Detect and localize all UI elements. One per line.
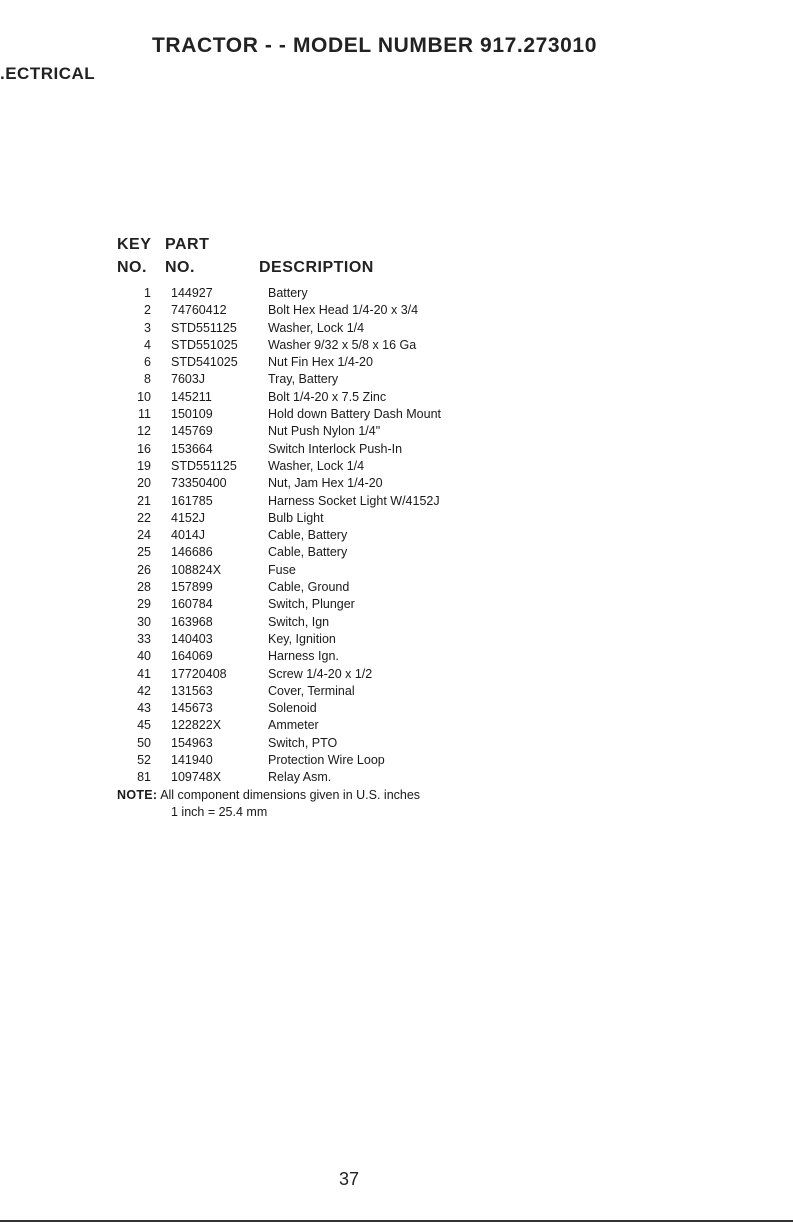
part-number: 153664 — [171, 441, 213, 456]
part-column-header-line2: NO. — [165, 259, 195, 276]
part-number: 131563 — [171, 683, 213, 698]
part-number: 145673 — [171, 701, 213, 716]
part-number: STD551125 — [171, 320, 237, 335]
key-number: 1 — [144, 286, 151, 300]
table-row — [0, 735, 793, 752]
key-number: 3 — [144, 320, 151, 335]
key-number: 24 — [137, 528, 151, 543]
part-number: 160784 — [171, 597, 213, 612]
part-number: 73350400 — [171, 476, 227, 491]
part-number: STD551025 — [171, 337, 238, 352]
part-number: 163968 — [171, 614, 213, 629]
table-row — [0, 666, 793, 683]
description: Hold down Battery Dash Mount — [268, 407, 442, 422]
part-number: 4014J — [171, 528, 206, 543]
part-number: 7603J — [171, 372, 206, 387]
key-number: 50 — [137, 735, 151, 750]
table-row — [0, 596, 793, 613]
part-number: 145769 — [171, 424, 213, 439]
key-number: 81 — [137, 770, 151, 785]
key-number: 2 — [144, 303, 151, 318]
part-number: 164069 — [171, 649, 213, 664]
part-number: STD541025 — [171, 355, 238, 370]
key-number: 16 — [137, 441, 151, 456]
description: Bulb Light — [268, 510, 324, 525]
description: Switch, Plunger — [268, 597, 355, 612]
description: Relay Asm. — [268, 770, 332, 785]
note-line-1: All component dimensions given in U.S. inches — [160, 788, 421, 802]
part-number: 150109 — [171, 407, 213, 422]
key-number: 30 — [137, 614, 151, 629]
part-number: 74760412 — [171, 303, 227, 318]
key-column-header-line2: NO. — [117, 259, 147, 276]
key-number: 52 — [137, 753, 151, 768]
bottom-rule — [0, 1220, 793, 1222]
table-row — [0, 527, 793, 544]
description: Ammeter — [268, 718, 319, 733]
table-row — [0, 769, 793, 786]
table-row — [0, 614, 793, 631]
part-number: 122822X — [171, 718, 222, 733]
part-number: 145211 — [171, 389, 212, 404]
key-number: 21 — [137, 493, 151, 508]
part-number: 161785 — [171, 493, 213, 508]
key-number: 4 — [144, 337, 151, 352]
description: Washer 9/32 x 5/8 x 16 Ga — [268, 337, 417, 352]
table-row — [0, 458, 793, 475]
key-number: 11 — [138, 407, 151, 422]
part-number: 109748X — [171, 770, 222, 785]
description: Bolt Hex Head 1/4-20 x 3/4 — [268, 303, 419, 318]
page-title: TRACTOR - - MODEL NUMBER 917.273010 — [152, 34, 597, 57]
description: Protection Wire Loop — [268, 753, 385, 768]
description: Switch, Ign — [268, 614, 330, 629]
part-number: 140403 — [171, 631, 213, 646]
key-number: 12 — [137, 424, 151, 439]
key-number: 6 — [144, 355, 151, 370]
key-number: 40 — [137, 649, 151, 664]
description: Cover, Terminal — [268, 683, 355, 698]
part-column-header-line1: PART — [165, 236, 210, 253]
table-row — [0, 562, 793, 579]
description: Nut, Jam Hex 1/4-20 — [268, 476, 383, 491]
table-row — [0, 389, 793, 406]
table-row — [0, 337, 793, 354]
part-number: 17720408 — [171, 666, 227, 681]
description: Cable, Ground — [268, 580, 350, 595]
description: Harness Socket Light W/4152J — [268, 493, 440, 508]
description: Bolt 1/4-20 x 7.5 Zinc — [268, 389, 387, 404]
part-number: 146686 — [171, 545, 213, 560]
part-number: 157899 — [171, 580, 213, 595]
key-number: 8 — [144, 372, 151, 387]
key-number: 10 — [137, 389, 151, 404]
section-title: .ECTRICAL — [0, 64, 96, 83]
description: Switch, PTO — [268, 735, 338, 750]
description: Nut Fin Hex 1/4-20 — [268, 355, 373, 370]
description: Nut Push Nylon 1/4" — [268, 424, 381, 439]
description: Screw 1/4-20 x 1/2 — [268, 666, 373, 681]
key-number: 41 — [137, 666, 151, 681]
description: Washer, Lock 1/4 — [268, 320, 365, 335]
table-row — [0, 717, 793, 734]
table-row — [0, 406, 793, 423]
description: Harness Ign. — [268, 649, 339, 664]
table-row — [0, 320, 793, 337]
table-row — [0, 441, 793, 458]
key-number: 20 — [137, 476, 151, 491]
key-number: 42 — [137, 683, 151, 698]
description: Fuse — [268, 562, 296, 577]
note-line-2: 1 inch = 25.4 mm — [171, 805, 268, 819]
part-number: 108824X — [171, 562, 222, 577]
table-row — [0, 371, 793, 388]
part-number: 154963 — [171, 735, 213, 750]
description: Solenoid — [268, 701, 317, 716]
part-number: 141940 — [171, 753, 213, 768]
parts-list — [0, 285, 793, 787]
key-column-header-line1: KEY — [117, 236, 152, 253]
key-number: 45 — [137, 718, 151, 733]
key-number: 25 — [137, 545, 151, 560]
table-row — [0, 683, 793, 700]
table-row — [0, 493, 793, 510]
table-row — [0, 354, 793, 371]
table-row — [0, 700, 793, 717]
page-number: 37 — [339, 1169, 360, 1189]
table-row — [0, 510, 793, 527]
description: Tray, Battery — [268, 372, 339, 387]
table-row — [0, 648, 793, 665]
description: Cable, Battery — [268, 528, 348, 543]
part-number: STD551125 — [171, 458, 237, 473]
key-number: 26 — [137, 562, 151, 577]
description: Key, Ignition — [268, 631, 336, 646]
key-number: 33 — [137, 631, 151, 646]
table-row — [0, 752, 793, 769]
table-row — [0, 285, 793, 302]
table-row — [0, 544, 793, 561]
key-number: 43 — [137, 701, 151, 716]
description: Battery — [268, 286, 308, 300]
part-number: 4152J — [171, 510, 206, 525]
description: Switch Interlock Push-In — [268, 441, 403, 456]
table-row — [0, 423, 793, 440]
table-row — [0, 579, 793, 596]
table-row — [0, 302, 793, 319]
note — [117, 787, 421, 819]
note-label: NOTE: — [117, 788, 158, 802]
table-row — [0, 475, 793, 492]
description-column-header: DESCRIPTION — [259, 259, 374, 276]
key-number: 19 — [137, 458, 151, 473]
key-number: 29 — [137, 597, 151, 612]
key-number: 28 — [137, 580, 151, 595]
key-number: 22 — [137, 510, 151, 525]
description: Cable, Battery — [268, 545, 348, 560]
table-row — [0, 631, 793, 648]
part-number: 144927 — [171, 286, 213, 300]
description: Washer, Lock 1/4 — [268, 458, 365, 473]
